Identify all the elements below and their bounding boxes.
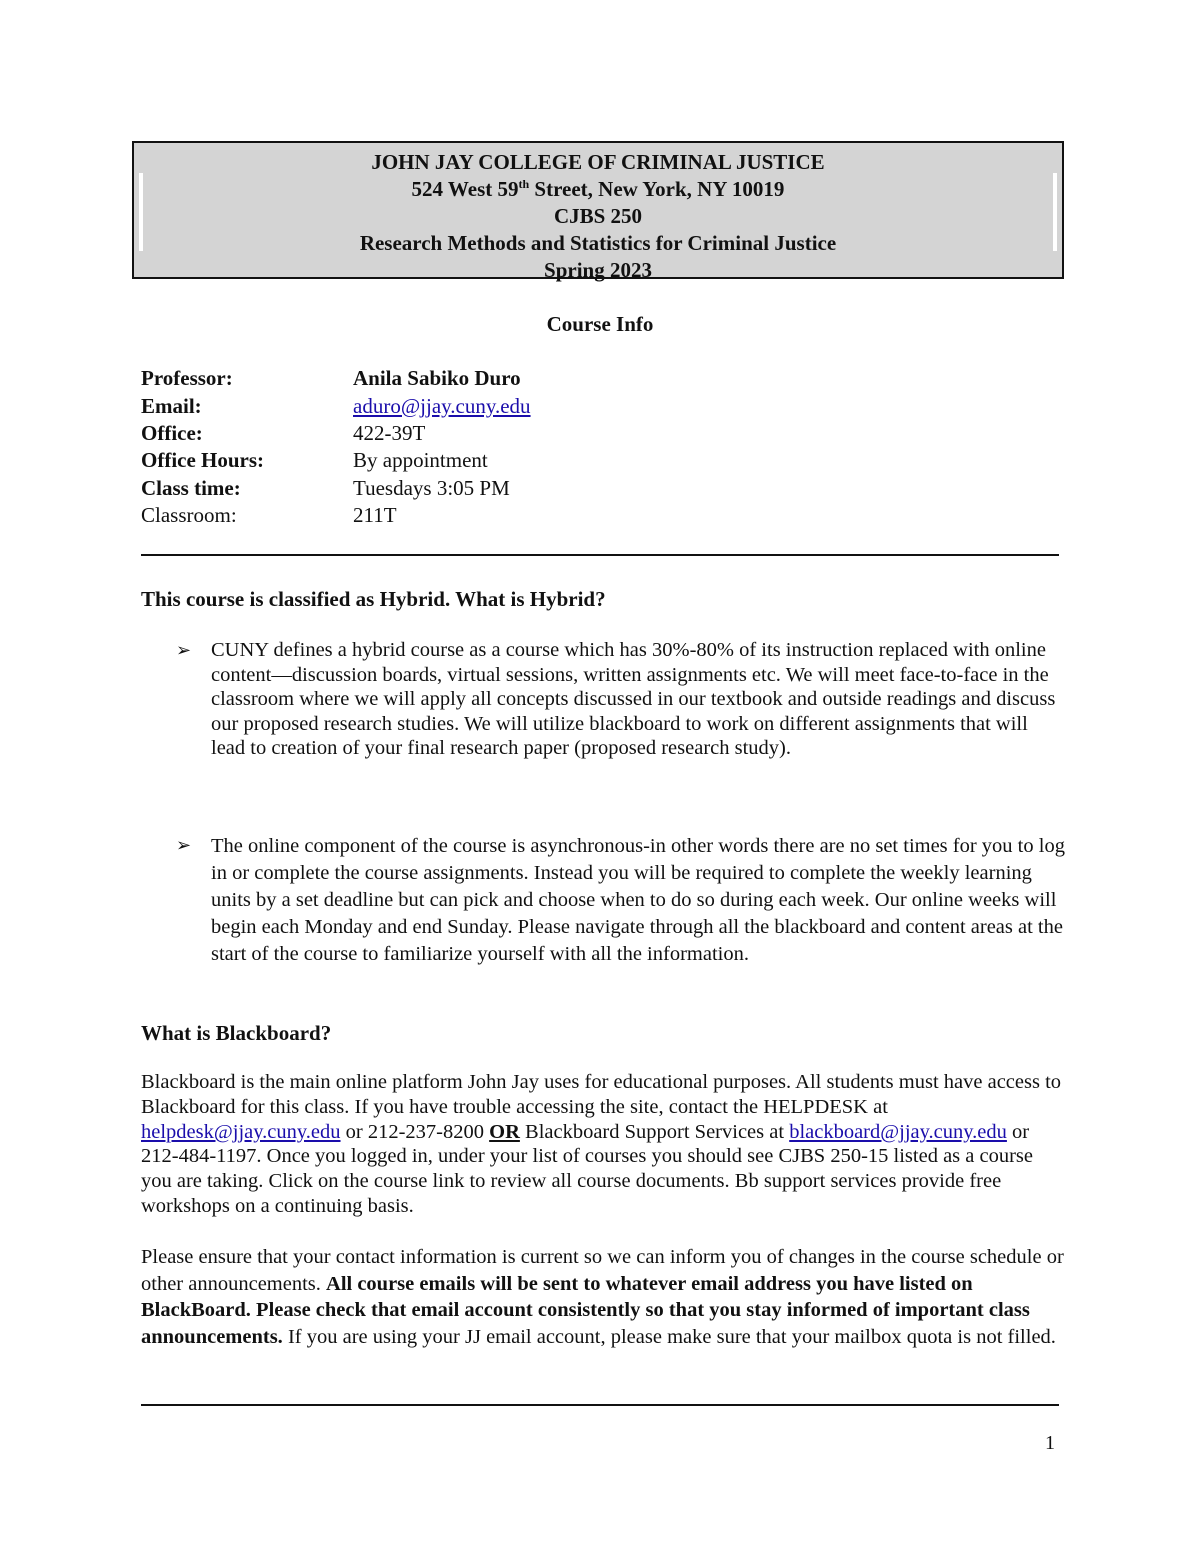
blackboard-heading: What is Blackboard? <box>141 1021 332 1045</box>
info-row-class-time <box>141 475 531 502</box>
info-row-classroom <box>141 502 531 529</box>
course-header-box <box>132 141 1064 282</box>
email-label: Email: <box>141 393 202 418</box>
office-hours-label: Office Hours: <box>141 448 265 473</box>
header-right-mark <box>1053 173 1057 251</box>
class-time-label: Class time: <box>141 475 241 500</box>
college-address: 524 West 59th Street, New York, NY 10019 <box>411 177 785 201</box>
college-name: JOHN JAY COLLEGE OF CRIMINAL JUSTICE <box>371 150 825 174</box>
page-number: 1 <box>1045 1432 1055 1454</box>
hybrid-heading: This course is classified as Hybrid. What is Hybrid? <box>141 587 606 611</box>
info-row-office-hours <box>141 447 531 474</box>
course-code: CJBS 250 <box>553 204 643 228</box>
helpdesk-email-link[interactable]: helpdesk@jjay.cuny.edu <box>141 1120 341 1143</box>
course-term: Spring 2023 <box>544 258 652 282</box>
info-row-email <box>141 392 531 419</box>
divider-bottom <box>141 1404 1059 1406</box>
hybrid-bullet-2 <box>176 833 1066 968</box>
office-hours-value: By appointment <box>353 448 488 473</box>
professor-value: Anila Sabiko Duro <box>353 366 521 391</box>
info-row-professor <box>141 365 531 392</box>
info-row-office <box>141 420 531 447</box>
course-info-title: Course Info <box>546 312 654 336</box>
blackboard-paragraph-2: Please ensure that your contact information is current so we can inform you of changes in the course schedule or other announcements. All course emails will be sent to whatever email address you have listed on BlackBoard. Please check that email account consistently so that you stay informed of important class announcements. If you are using your JJ email account, please make sure that your mailbox quota is not filled. <box>141 1246 1064 1348</box>
divider-top <box>141 554 1059 556</box>
class-time-value: Tuesdays 3:05 PM <box>353 475 510 500</box>
professor-email-link[interactable]: aduro@jjay.cuny.edu <box>353 393 531 418</box>
course-title: Research Methods and Statistics for Criminal Justice <box>359 231 837 255</box>
office-label: Office: <box>141 420 203 445</box>
office-value: 422-39T <box>353 420 426 445</box>
classroom-label: Classroom: <box>141 503 237 528</box>
blackboard-email-link[interactable]: blackboard@jjay.cuny.edu <box>789 1120 1007 1143</box>
blackboard-paragraph-1: Blackboard is the main online platform John Jay uses for educational purposes. All students must have access to Blackboard for this class. If you have trouble accessing the site, contact the HELPDESK at helpdesk@jjay.cuny.edu or 212-237-8200 OR Blackboard Support Services at blackboard@jjay.cuny.edu or 212-484-1197. Once you logged in, under your list of courses you should see CJBS 250-15 listed as a course you are taking. Click on the course link to review all course documents. Bb support services provide free workshops on a continuing basis. <box>141 1071 1062 1217</box>
hybrid-bullet-1 <box>176 638 1066 761</box>
hybrid-bullet-1-text: CUNY defines a hybrid course as a course which has 30%-80% of its instruction replaced with online content—discussion boards, virtual sessions, written assignments etc. We will meet face-to-face in the classroom where we will apply all concepts discussed in our textbook and outside readings and discuss our proposed research studies. We will utilize blackboard to work on different assignments that will lead to creation of your final research paper (proposed research study). <box>211 639 1056 759</box>
classroom-value: 211T <box>353 503 397 528</box>
arrow-bullet-icon: ➢ <box>176 835 192 855</box>
header-left-mark <box>139 173 143 251</box>
hybrid-bullet-2-text: The online component of the course is asynchronous-in other words there are no set times for you to log in or complete the course assignments. Instead you will be required to complete the weekly learning units by a set deadline but can pick and choose when to do so during each week. Our online weeks will begin each Monday and end Sunday. Please navigate through all the blackboard and content areas at the start of the course to familiarize yourself with all the information. <box>211 835 1065 965</box>
course-info-table <box>141 365 531 529</box>
arrow-bullet-icon: ➢ <box>176 640 192 660</box>
professor-label: Professor: <box>141 366 233 391</box>
